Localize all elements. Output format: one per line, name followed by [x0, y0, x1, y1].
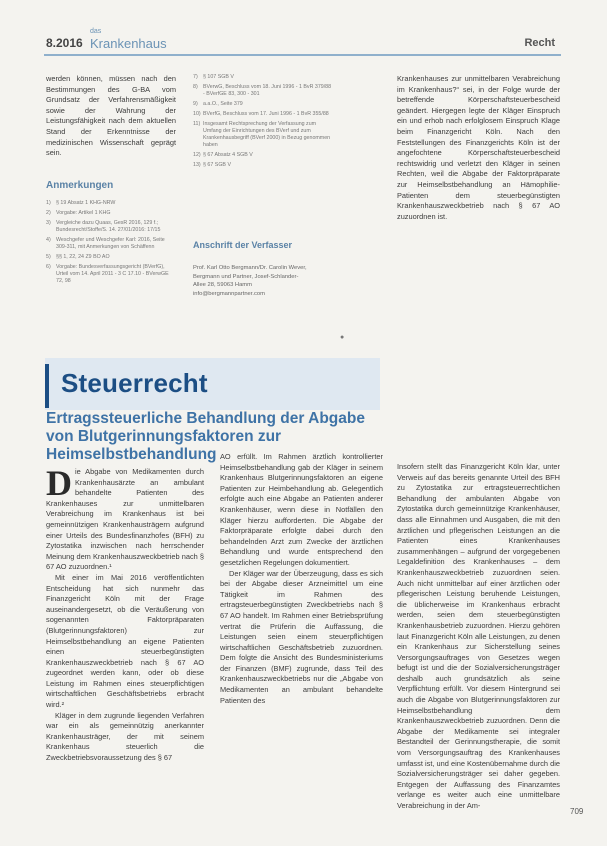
- article-paragraph: Die Abgabe von Medikamenten durch Krankenhausärzte an ambulant behandelte Patienten des Krankenhauses zur unmittelbaren Verabreichung im Krankenhaus ist bei gemeinnützigen Krankenhausträgern aufgrund einer Urteils des Bundesfinanzhofes (BFH) zu Zytostatika inzwischen nach herrschender Meinung dem Krankenhauszweckbetrieb nach § 67 AO zuzuordnen.¹: [46, 463, 204, 572]
- issue-number: 8.2016: [46, 36, 83, 50]
- continued-text-col1: werden können, müssen nach den Bestimmungen des G-BA vom Grundsatz der Verfahrensmäßigkeit sowie der Wahrung der Leistungsfähigkeit nach dem aktuellen Stand der Erkenntnisse der medizinischen Wissenschaft geprägt sein.: [46, 74, 176, 158]
- address-line: Bergmann und Partner, Josef-Schlander-: [193, 273, 299, 280]
- note-item: 9) a.a.O., Seite 379: [193, 101, 243, 107]
- note-item: 4) Weschgefer und Weschgefer Karl: 2016, Seite 309-311, mit Anmerkungen von Schäffenn: [46, 237, 165, 250]
- end-marker-icon: ●: [340, 334, 345, 341]
- article-headline: Ertragssteuerliche Behandlung der Abgabe von Blutgerinnungsfaktoren zur Heimselbstbehandlung: [46, 410, 365, 463]
- logo-name: Krankenhaus: [90, 36, 167, 51]
- author-address: [193, 264, 343, 298]
- author-email[interactable]: info@bergmannpartner.com: [193, 290, 265, 297]
- article-column-3: Insofern stellt das Finanzgericht Köln klar, unter Verweis auf das bereits genannte Urteil des BFH zu Zytostatika zur ertragsteuerrechtlichen Behandlung der ambulanten Abgabe von Zytostatika durch gemeinnützige Krankenhäuser, dass alle Einnahmen und Ausgaben, die mit den ärztlichen und pflegerischen Leistungen an die Patienten eines Krankenhauses zusammenhängen – aufgrund der vorgegebenen Legaldefinition des Krankenhauses – dem Krankenhauszweckbetrieb zuzuordnen seien. Auch nicht unmittelbar auf einer ärztlichen oder pflegerischen Leistung beruhende Leistungen, die üblicherweise im Krankenhaus erbracht werden, seien dem steuerbegünstigten Krankenhausbetrieb zuzuordnen. Hierzu gehören laut Finanzgericht Köln alle Leistungen, zu denen ein Krankenhaus zur Sicherstellung seines Versorgungsauftrages von Gesetzes wegen befugt ist und die der Sozialversicherungsträger deshalb auch grundsätzlich als seine Verpflichtung erfüllt. Vor diesem Hintergrund sei auch die Abgabe von Blutgerinnungsfaktoren zur Heimselbstbehandlung dem Krankenhauszweckbetrieb zuzuordnen. Denn die Abgabe der Medikamente sei integraler Bestandteil der Gerinnungstherapie, die somit vom Versorgungsauftrag des Krankenhauses umfasst ist, und eine Kostenübernahme durch die Sozialversicherungsträger sei daher gegeben. Entgegen der Auffassung des Finanzamtes verlange es weiter auch eine unmittelbare Verabreichung in der Am-: [397, 462, 560, 810]
- note-item: 3) Vergleiche dazu Quaas, GesR 2016, 129 f.; Bundesrecht/Stoffe/S. 14. 27/01/2016: 17/15: [46, 220, 161, 233]
- note-item: 1) § 19 Absatz 1 KHG-NRW: [46, 200, 116, 206]
- article-paragraph: Mit einer im Mai 2016 veröffentlichten Entscheidung hat sich nunmehr das Finanzgericht Köln mit der Frage auseinandergesetzt, ob die Veräußerung von sogenannten Faktorpräparaten (Blutgerinnungsfaktoren) zur Heimselbstbehandlung an eigene Patienten einen steuerbegünstigten Krankenhauszweckbetrieb nach § 67 AO zugeordnet werden kann, oder ob diese Leistung im Rahmen eines steuerpflichtigen wirtschaftlichen Geschäftsbetriebs erbracht wird.²: [46, 572, 204, 710]
- note-item: 11) Insgesamt Rechtsprechung der Verfassung zum Umfang der Einrichtungen des BVerf und zum Krankenhausbegriff (BVerf 2000) in Bezug genommen haben: [193, 121, 331, 148]
- note-item: 10) BVerfG, Beschluss vom 17. Juni 1996 - 1 BvR 355/88: [193, 111, 329, 117]
- author-address-heading: Anschrift der Verfasser: [193, 240, 293, 250]
- note-item: 8) BVerwG, Beschluss vom 18. Juni 1996 - 1 BvR 379/88 - BVerfGE 83, 300 - 301: [193, 84, 332, 97]
- journal-logo: [90, 28, 167, 53]
- anmerkungen-heading: Anmerkungen: [46, 180, 114, 191]
- article-paragraph: Der Kläger war der Überzeugung, dass es sich bei der Abgabe dieser Arzneimittel um eine Tätigkeit im Rahmen des ertragsteuerbegünstigten Zweckbetriebs nach § 67 AO handelt. Im Rahmen einer Betriebsprüfung vertrat die Prüferin die Auffassung, die Leistungen seien einem steuerpflichtigen wirtschaftlichen Geschäftsbetrieb zuzuordnen. Dem folgte die Ansicht des Bundesministeriums der Finanzen (BMF) zugrunde, dass Teil des Krankenhauszweckbetriebs nur die „Abgabe von Medikamenten an ambulant behandelte Patienten des: [220, 568, 383, 705]
- address-line: Allee 28, 59063 Hamm: [193, 282, 252, 288]
- article-paragraph: AO erfüllt. Im Rahmen ärztlich kontrollierter Heimselbstbehandlung gab der Kläger in seinem Krankenhaus Blutgerinnungsfaktoren an eigene Patienten zur Heimbehandlung ab. Gelegentlich erfolgte auch eine Abgabe an Patienten anderer Krankenhäuser, wenn diese in Notfällen den Kläger hierzu aufforderten. Die Abgabe der Faktorpräparate erfolgte dabei durch den behandelnden Arzt zum Zwecke der ärztlichen Behandlung und wurde entsprechend den gesetzlichen Regelungen dokumentiert.: [220, 452, 383, 567]
- note-item: 12) § 67 Absatz 4 SGB V: [193, 152, 253, 158]
- note-item: 13) § 67 SGB V: [193, 162, 231, 168]
- notes-list-col1: [46, 200, 176, 288]
- section-banner-accent: [45, 364, 49, 408]
- page-number: 709: [570, 807, 584, 816]
- article-column-1: [46, 463, 204, 764]
- article-column-2: [220, 452, 383, 706]
- note-item: 7) § 107 SGB V: [193, 74, 234, 80]
- address-line: Prof. Karl Otto Bergmann/Dr. Carolin Wever,: [193, 265, 307, 271]
- note-item: 6) Vorgabe: Bundesverfassungsgericht (BVerfG), Urteil vom 14. April 2011 - 3 C 17.10 - BVerwGE 72, 98: [46, 264, 169, 284]
- logo-prefix: das: [90, 28, 102, 35]
- header-rule: [44, 54, 561, 56]
- drop-cap: D: [46, 463, 72, 503]
- notes-list-col2: [193, 74, 333, 172]
- continued-text-col3: Krankenhauses zur unmittelbaren Verabreichung im Krankenhaus?“ sei, in der Folge wurde der betreffende Körperschaftsteuerbescheid geändert. Hiergegen legte der Kläger Einspruch ein und erhob nach erfolglosem Einspruch Klage beim Finanzgericht Köln. Nach den Feststellungen des Finanzgerichts Köln ist der angefochtene Körperschaftsteuerbescheid rechtswidrig und verletzt den Kläger in seinen Rechten, weil die Abgabe der Faktorpräparate zur Heimselbstbehandlung an Hämophilie-Patienten dem steuerbegünstigten Krankenhauszweckbetrieb nach § 67 AO zuzuordnen ist.: [397, 74, 560, 221]
- note-item: 5) §§ 1, 22, 24 Z9 BO AO: [46, 254, 110, 260]
- section-banner-title: Steuerrecht: [61, 368, 208, 398]
- note-item: 2) Vorgabe: Artikel 1 KHG: [46, 210, 111, 216]
- section-label: Recht: [524, 37, 555, 49]
- article-paragraph: Kläger in dem zugrunde liegenden Verfahren war ein als gemeinnützig anerkannter Krankenhausträger, der mit seinem Krankenhaus steuerlich die Zweckbetriebsvoraussetzung des § 67: [46, 710, 204, 763]
